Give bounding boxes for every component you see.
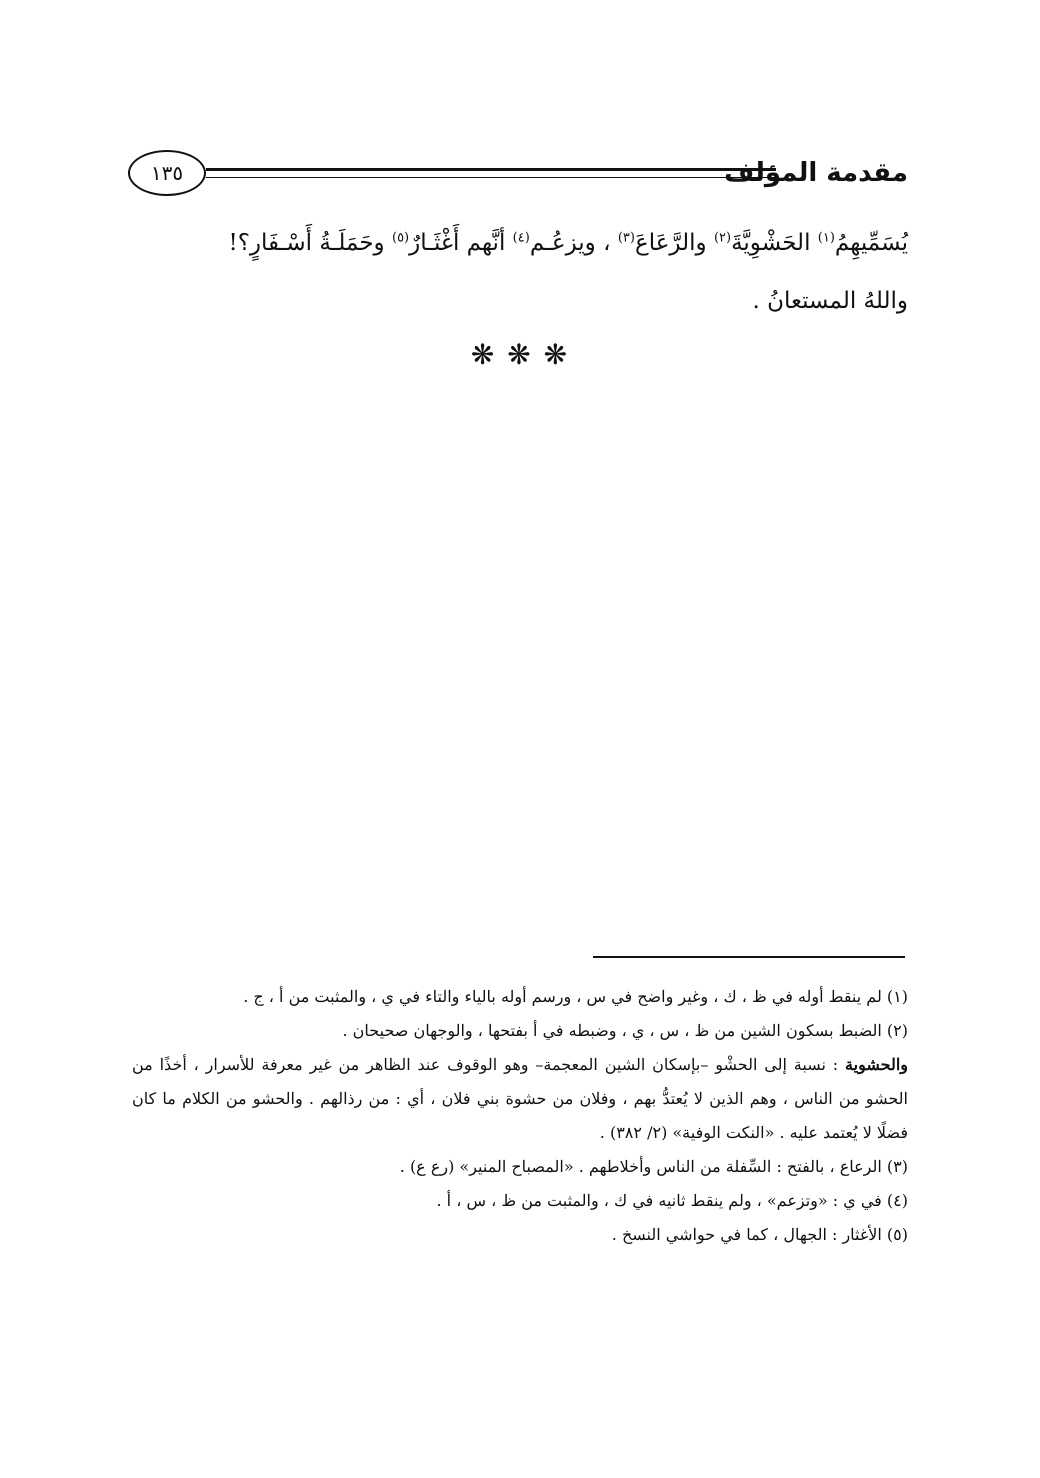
text-segment: وحَمَلَـةُ أَسْـفَارٍ؟!	[228, 230, 392, 256]
footnote-3: (٣) الرعاع ، بالفتح : السِّفلة من الناس وأخلاطهم . «المصباح المنير» (رع ع) .	[399, 1157, 908, 1176]
footnotes	[132, 980, 908, 1252]
footnote-ref-1[interactable]: (١)	[817, 230, 835, 246]
text-segment: الحَشْوِيَّةَ	[731, 230, 818, 256]
footnote-ref-5[interactable]: (٥)	[391, 230, 410, 246]
footnote-5: (٥) الأغثار : الجهال ، كما في حواشي النسخ .	[611, 1225, 908, 1244]
footnote-1: (١) لم ينقط أوله في ظ ، ك ، وغير واضح في س ، ورسم أوله بالياء والتاء في ي ، والمثبت من أ ، ج .	[243, 987, 908, 1006]
footnote-2: (٢) الضبط بسكون الشين من ظ ، س ، ي ، وضبطه في أ بفتحها ، والوجهان صحيحان .	[342, 1021, 908, 1040]
footnote-ref-2[interactable]: (٢)	[713, 230, 732, 246]
text-segment: أنَّهم أَغْثَـارٌ	[409, 230, 513, 256]
footnote-2-body: : نسبة إلى الحشْو –بإسكان الشين المعجمة– وهو الوقوف عند الظاهر من غير معرفة للأسرار ، أخذًا من الحشو من الناس ، وهم الذين لا يُعتدُّ بهم ، وفلان من حشوة بني فلان ، أي : من رذالهم . والحشو من الكلام ما كان فضلًا لا يُعتمد عليه . «النكت الوفية» (٢/ ٣٨٢) .	[132, 1055, 908, 1142]
header-double-rule	[206, 168, 776, 178]
section-separator: ❋ ❋ ❋	[470, 338, 570, 371]
footnote-ref-3[interactable]: (٣)	[617, 230, 635, 246]
footnote-ref-4[interactable]: (٤)	[512, 230, 530, 246]
page-number-badge: ١٣٥	[128, 150, 206, 196]
footnote-4: (٤) في ي : «وتزعم» ، ولم ينقط ثانيه في ك ، والمثبت من ظ ، س ، أ .	[436, 1191, 908, 1210]
text-segment: ، ويزعُـم	[529, 230, 618, 256]
footnote-divider	[593, 956, 905, 958]
closing-line: واللهُ المستعانُ .	[752, 288, 908, 314]
header-title: مقدمة المؤلف	[724, 158, 908, 188]
running-header	[128, 150, 908, 200]
footnote-term: والحشوية	[845, 1055, 908, 1074]
text-segment: والرَّعَاعَ	[634, 230, 714, 256]
text-segment: يُسَمِّيهِمُ	[834, 230, 908, 256]
main-paragraph	[132, 214, 908, 272]
footnote-2-continuation	[132, 1048, 908, 1150]
main-text	[132, 214, 908, 330]
